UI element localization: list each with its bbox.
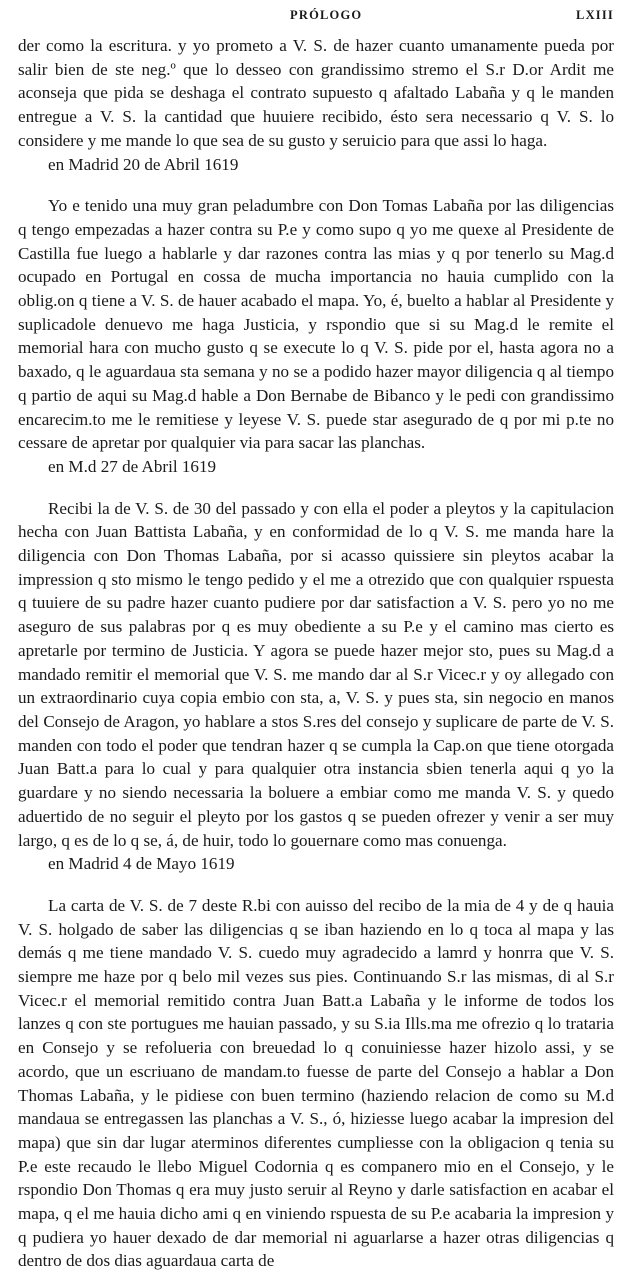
letter-paragraph: der como la escritura. y yo prometo a V. S. de hazer cuanto umanamente pueda por salir bien de ste neg.º que lo desseo con grandissimo stremo el S.r D.or Ardit me aconseja que pida se deshaga el contrato supuesto q afaltado Labaña y q le manden entregue a V. S. la cantidad que huuiere recibido, ésto sera necessario q V. S. lo considere y me mande lo que sea de su gusto y seruicio para que assi lo haga.: [18, 36, 614, 150]
letter-section-4: [18, 894, 614, 1273]
running-head: [0, 8, 626, 28]
page-number: LXIII: [576, 8, 614, 22]
letter-section-2: [18, 194, 614, 478]
body-text: [18, 34, 614, 1273]
dateline: en M.d 27 de Abril 1619: [48, 456, 217, 476]
letter-paragraph: La carta de V. S. de 7 deste R.bi con auisso del recibo de la mia de 4 y de q hauia V. S. holgado de saber las diligencias q se iban haziendo en lo q toca al mapa y las demás q me tiene mandado V. S. cuedo muy agradecido a lamrd y honrra que V. S. siempre me haze por q belo mil vezes sus pies. Continuando S.r las mismas, di al S.r Vicec.r el memorial remitido contra Juan Batt.a Labaña y le informe de todos los lanzes q con ste portugues me hauian passado, y su S.ia Ills.ma me ofrezio q lo trataria en Consejo y se refolueria con breuedad lo q conuiniesse hazer hizolo assi, y se acordo, que un escriuano de mandam.to fuesse de parte del Consejo a hablar a Don Thomas Labaña, y le pidiese con buen termino (haziendo relacion de como su M.d mandaua se entregassen las planchas a V. S., ó, hiziesse luego acabar la impresion del mapa) que sin dar lugar aterminos diferentes cumpliesse con la obligacion q tenia su P.e este recaudo le llebo Miguel Codornia q es companero mio en el Consejo, y le rspondio Don Thomas q era muy justo seruir al Reyno y darle satisfaction en acabar el mapa, q el me hauia dicho ami q en viniendo rspuesta de su P.e acabaria la impresion y q pudiera yo hauer dexado de dar memorial ni aguarlarse a hazer otras diligencias q dentro de dos dias aguardaua carta de: [18, 895, 614, 1271]
letter-section-3: [18, 497, 614, 876]
dateline: en Madrid 20 de Abril 1619: [48, 154, 239, 174]
letter-paragraph: Recibi la de V. S. de 30 del passado y con ella el poder a pleytos y la capitulacion hecha con Juan Battista Labaña, y en conformidad de lo q V. S. me manda hare la diligencia con Don Thomas Labaña, por si acasso quissiere sin pleytos acabar la impression q sto mismo le tengo pedido y el me a otrezido que con qualquier rspuesta q tuuiere de su padre hazer cuanto pudiere por dar satisfaction a V. S. pero yo no me aseguro de sus palabras por q es muy obediente a su P.e y el camino mas cierto es apretarle por termino de Justicia. Y agora se puede hazer mejor sto, pues su Mag.d a mandado remitir el memorial que V. S. me mando dar al S.r Vicec.r y oy allegado con un extraordinario cuya copia embio con sta, a, V. S. y pues sta, sin negocio en manos del Consejo de Aragon, yo hablare a stos S.res del consejo y suplicare de parte de V. S. manden con todo el poder que tendran hazer q se cumpla la Cap.on que tiene otorgada Juan Batt.a para lo cual y para qualquier otra instancia sbien tenerla aqui q yo la guardare y no siendo necessaria la boluere a embiar como me manda V. S. y quedo aduertido de no seguir el pleyto por los gastos q se pueden ofrezer y venir a ser muy largo, q es de lo q se, á, de huir, todo lo gouernare como mas conuenga.: [18, 498, 614, 850]
letter-paragraph: Yo e tenido una muy gran peladumbre con Don Tomas Labaña por las diligencias q tengo empezadas a hazer contra su P.e y como supo q yo me quexe al Presidente de Castilla fue luego a hablarle y dar razones contra las mias y q por tenerlo su Mag.d ocupado en Portugal en cossa de mucha importancia no hauia cumplido con la oblig.on q tiene a V. S. de hauer acabado el mapa. Yo, é, buelto a hablar al Presidente y suplicadole denuevo me haga Justicia, y rspondio que si su Mag.d le remite el memorial hara con mucho gusto q se execute lo q V. S. pide por el, hasta agora no a baxado, q le aguardaua sta semana y no se a podido hazer mayor diligencia q al tiempo q partio de aqui su Mag.d hable a Don Bernabe de Bibanco y le pedi con grandissimo encarecim.to me le remitiese y leyese V. S. puede star asegurado de q por mi p.te no cessare de apretar por qualquier via para sacar las planchas.: [18, 196, 614, 453]
dateline: en Madrid 4 de Mayo 1619: [48, 854, 235, 874]
letter-section-1: [18, 34, 614, 176]
running-title: PRÓLOGO: [290, 8, 363, 22]
